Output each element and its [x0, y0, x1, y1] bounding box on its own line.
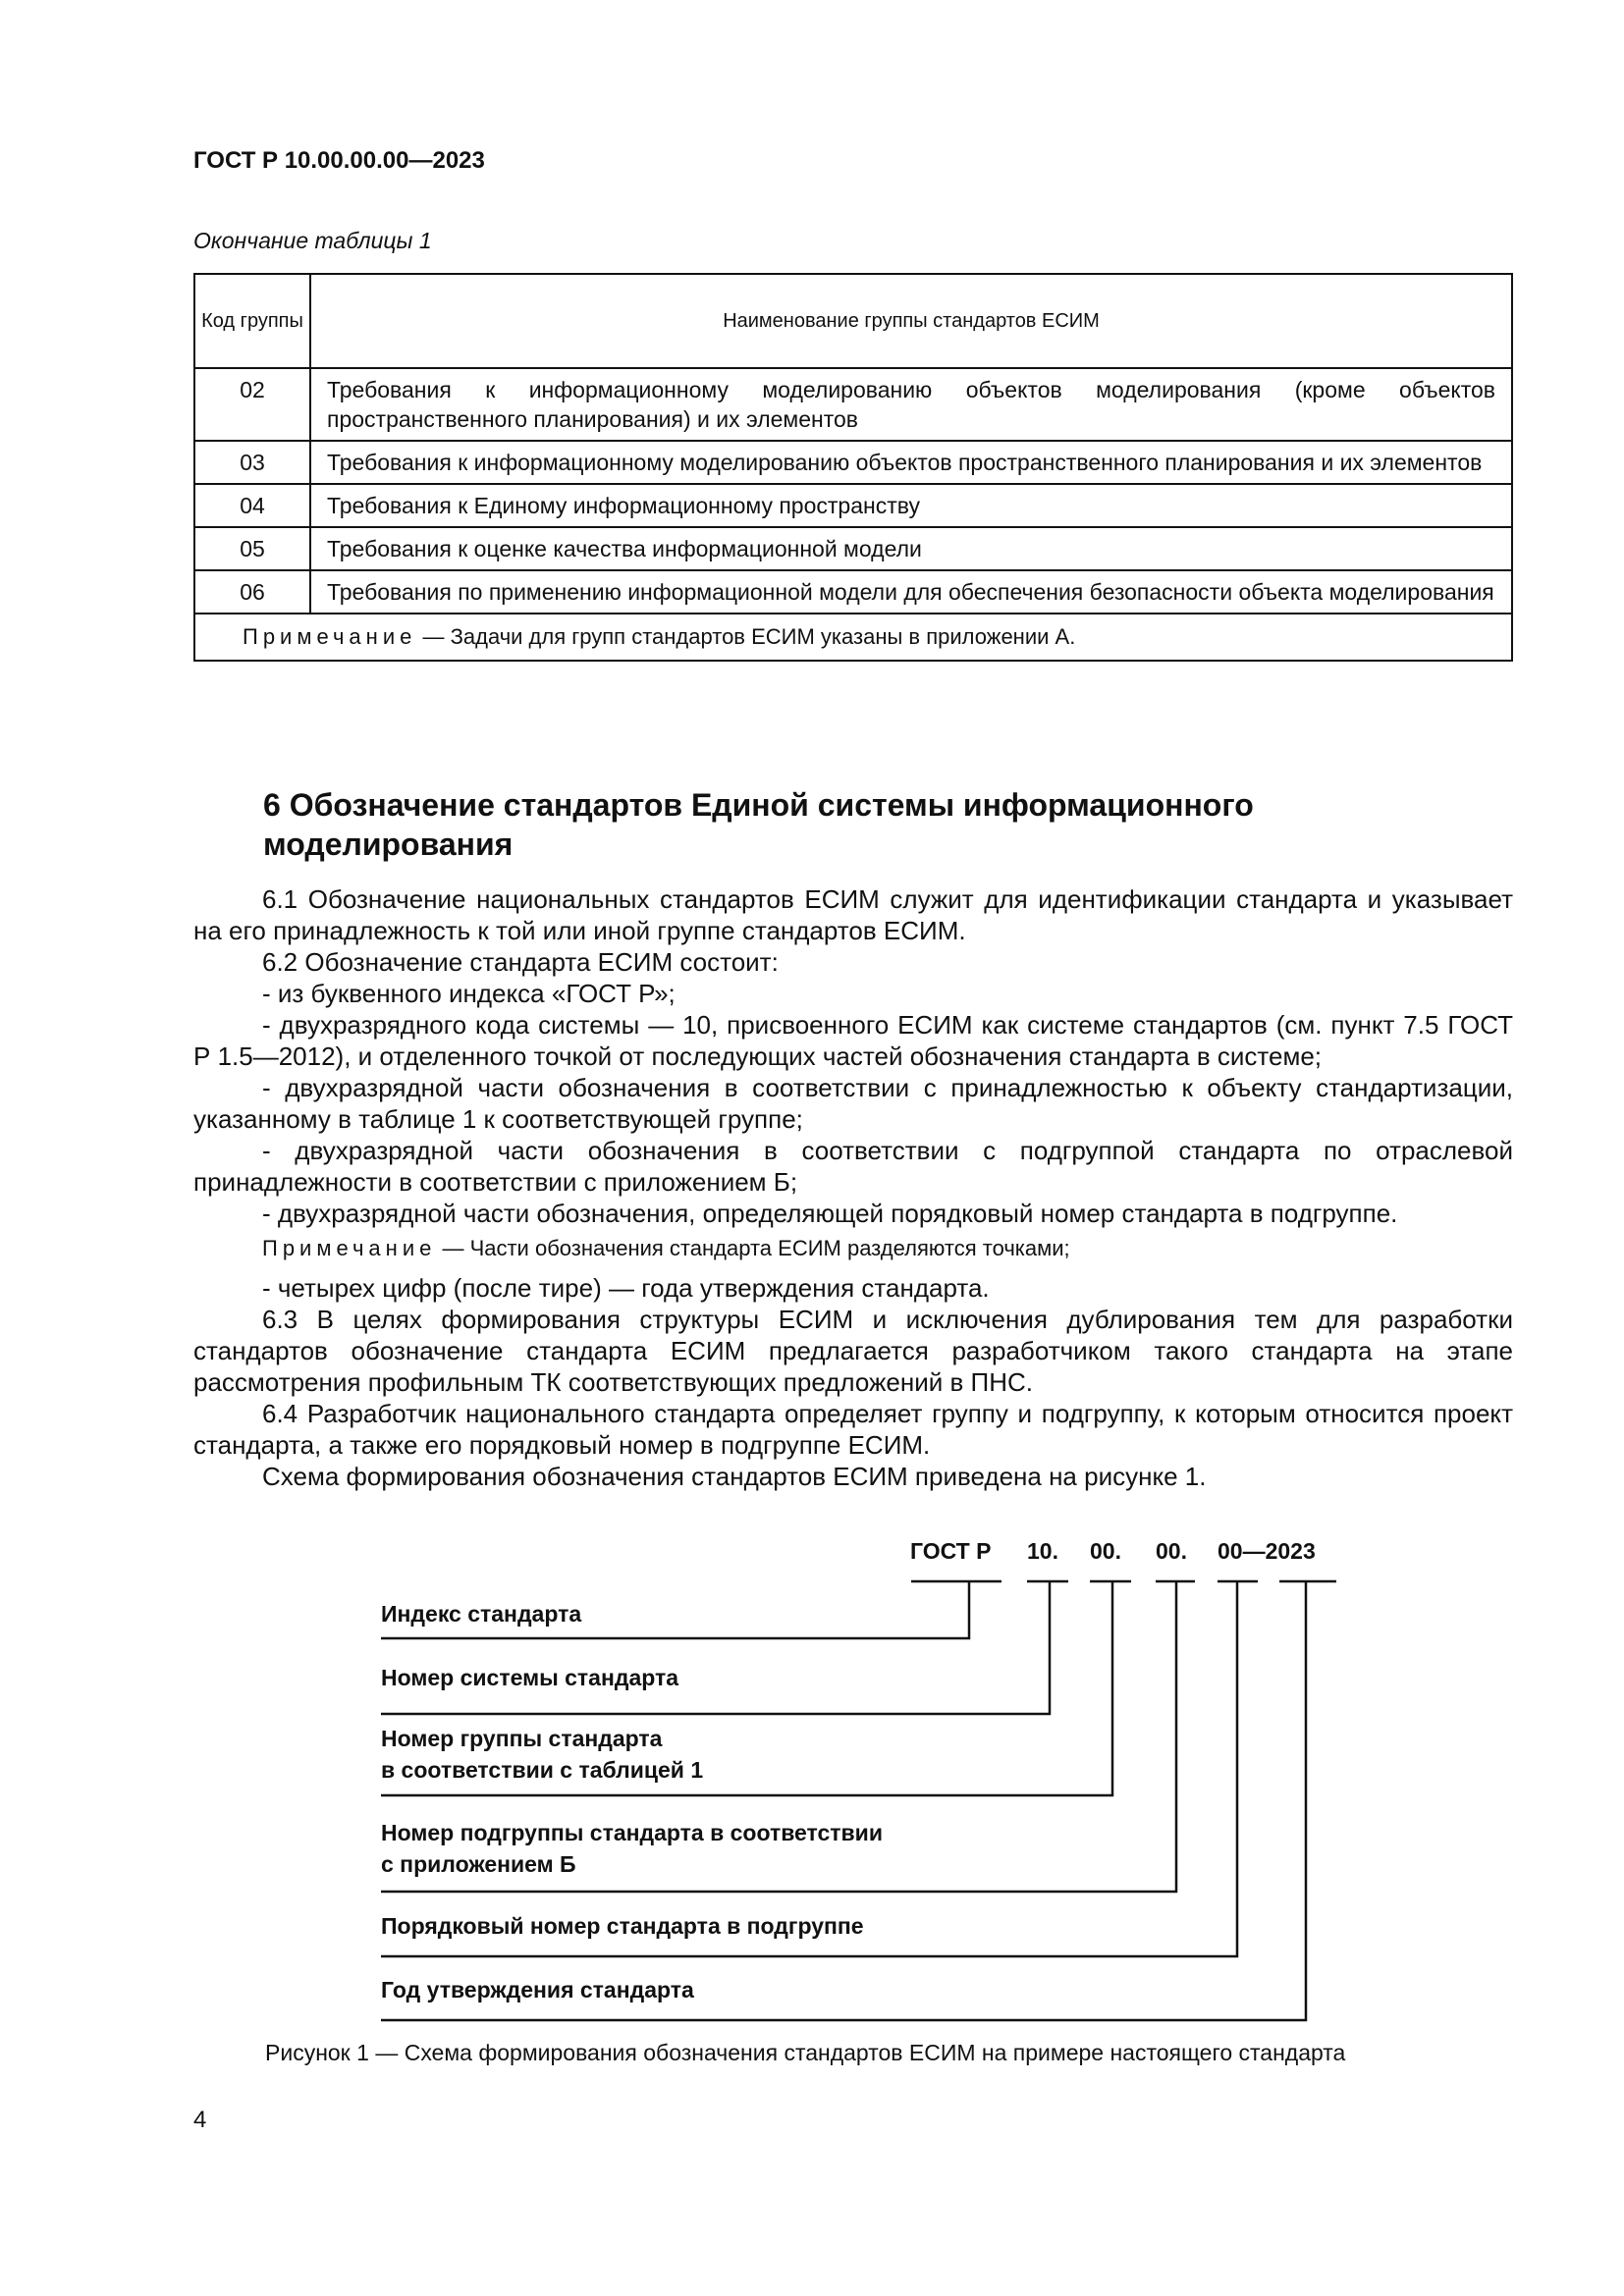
row-name: Требования к информационному моделированию объектов моделирования (кроме объектов пространственного планирования) и их элементов	[310, 368, 1512, 441]
row-name: Требования к оценке качества информационной модели	[310, 527, 1512, 570]
row-code: 02	[194, 368, 310, 441]
table-note	[194, 614, 1512, 661]
label-approval-year: Год утверждения стандарта	[381, 1977, 694, 2002]
paragraph-scheme: Схема формирования обозначения стандартов ЕСИМ приведена на рисунке 1.	[262, 1462, 1207, 1491]
table-note-row	[194, 614, 1512, 661]
list-item: - двухразрядной части обозначения в соответствии с принадлежностью к объекту стандартизации, указанному в таблице 1 к соответствующей группе;	[193, 1073, 1513, 1134]
document-header: ГОСТ Р 10.00.00.00—2023	[193, 147, 485, 174]
paragraph-6-4: 6.4 Разработчик национального стандарта определяет группу и подгруппу, к которым относится проект стандарта, а также его порядковый номер в подгруппе ЕСИМ.	[193, 1399, 1513, 1460]
code-part-subgroup: 00.	[1156, 1538, 1187, 1564]
paragraph-6-2: 6.2 Обозначение стандарта ЕСИМ состоит:	[262, 947, 779, 977]
list-item: - двухразрядной части обозначения в соответствии с подгруппой стандарта по отраслевой принадлежности в соответствии с приложением Б;	[193, 1136, 1513, 1197]
body-note	[193, 1233, 1513, 1264]
label-group-number-line1: Номер группы стандарта	[381, 1726, 663, 1751]
code-part-number-year: 00—2023	[1218, 1538, 1316, 1564]
row-code: 05	[194, 527, 310, 570]
table-row	[194, 570, 1512, 614]
label-subgroup-number-line1: Номер подгруппы стандарта в соответствии	[381, 1820, 883, 1845]
header-name: Наименование группы стандартов ЕСИМ	[310, 274, 1512, 368]
table-row	[194, 368, 1512, 441]
list-item: - двухразрядного кода системы — 10, присвоенного ЕСИМ как системе стандартов (см. пункт 7.5 ГОСТ Р 1.5—2012), и отделенного точкой от последующих частей обозначения стандарта в системе;	[193, 1010, 1513, 1071]
table-note-label: Примечание	[243, 624, 417, 649]
scheme-lines	[381, 1581, 1336, 2020]
table-header-row	[194, 274, 1512, 368]
body-note-text: — Части обозначения стандарта ЕСИМ разделяются точками;	[442, 1236, 1070, 1260]
row-name: Требования к информационному моделированию объектов пространственного планирования и их элементов	[310, 441, 1512, 484]
label-index: Индекс стандарта	[381, 1601, 582, 1627]
row-name: Требования по применению информационной модели для обеспечения безопасности объекта моделирования	[310, 570, 1512, 614]
row-name: Требования к Единому информационному пространству	[310, 484, 1512, 527]
label-serial-number: Порядковый номер стандарта в подгруппе	[381, 1913, 864, 1939]
section-title: 6 Обозначение стандартов Единой системы информационного моделирования	[263, 787, 1254, 862]
list-item: - четырех цифр (после тире) — года утверждения стандарта.	[262, 1273, 990, 1303]
table-row	[194, 484, 1512, 527]
body-note-label: Примечание	[262, 1236, 437, 1260]
row-code: 03	[194, 441, 310, 484]
row-code: 06	[194, 570, 310, 614]
page-number: 4	[193, 2107, 207, 2133]
table-note-text: — Задачи для групп стандартов ЕСИМ указаны в приложении А.	[422, 624, 1076, 649]
list-item: - двухразрядной части обозначения, определяющей порядковый номер стандарта в подгруппе.	[262, 1199, 1398, 1228]
paragraph-6-1: 6.1 Обозначение национальных стандартов ЕСИМ служит для идентификации стандарта и указывает на его принадлежность к той или иной группе стандартов ЕСИМ.	[193, 884, 1513, 945]
row-code: 04	[194, 484, 310, 527]
figure-caption: Рисунок 1 — Схема формирования обозначения стандартов ЕСИМ на примере настоящего стандарта	[265, 2040, 1346, 2065]
code-part-system: 10.	[1027, 1538, 1058, 1564]
label-group-number-line2: в соответствии с таблицей 1	[381, 1757, 704, 1783]
label-system-number: Номер системы стандарта	[381, 1665, 679, 1690]
table-row	[194, 441, 1512, 484]
table-caption: Окончание таблицы 1	[193, 228, 432, 253]
paragraph-6-3: 6.3 В целях формирования структуры ЕСИМ и исключения дублирования тем для разработки стандартов обозначение стандарта ЕСИМ предлагается разработчиком такого стандарта на этапе рассмотрения профильным ТК соответствующих предложений в ПНС.	[193, 1305, 1513, 1397]
table-row	[194, 527, 1512, 570]
label-subgroup-number-line2: с приложением Б	[381, 1851, 576, 1877]
body-text	[193, 883, 1513, 1492]
header-code: Код группы	[194, 274, 310, 368]
code-part-index: ГОСТ Р	[910, 1538, 992, 1564]
groups-table	[193, 273, 1513, 662]
code-part-group: 00.	[1090, 1538, 1121, 1564]
list-item: - из буквенного индекса «ГОСТ Р»;	[262, 979, 676, 1008]
